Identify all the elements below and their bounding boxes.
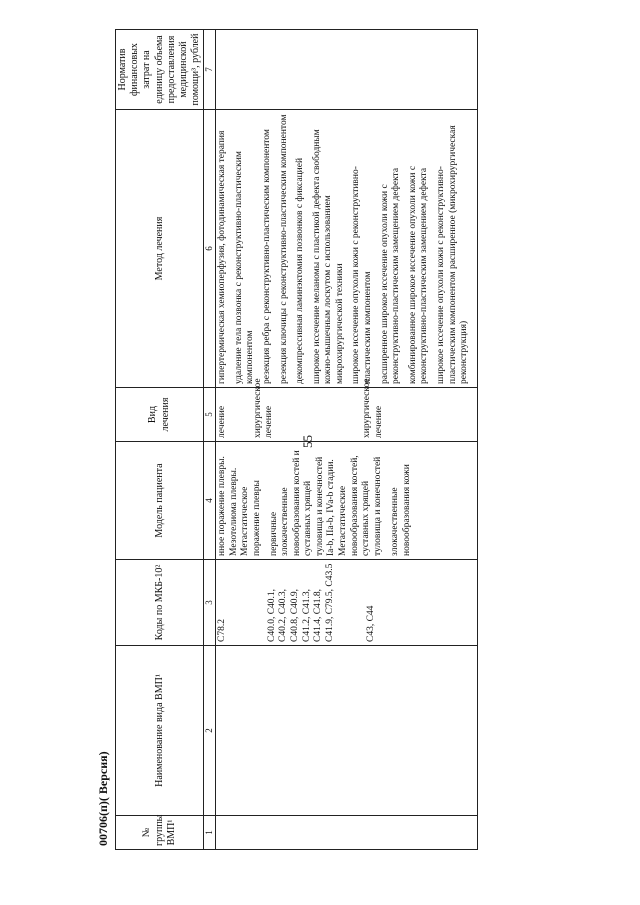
document-footer: 00706(п)( Версия) [96,751,110,846]
header-icd-codes: Коды по МКБ-10² [116,560,204,646]
column-number: 3 [204,560,216,646]
treatment-method: гипертермическая хемиоперфузия, фотодинамическая терапия [217,130,228,384]
treatment-type: лечение [217,405,228,438]
treatment-type: хирургическое лечение [252,378,275,438]
header-cost-norm: Норматив финансовых затрат на единицу объема предоставления медицинской помощи³, рублей [116,30,204,110]
vmp-table [115,29,478,850]
column-number: 5 [204,388,216,442]
icd-code: C43, C44 [366,605,377,642]
treatment-method-cell [216,110,477,388]
patient-model: нное поражение плевры. Мезотелиома плевры. Метастатическое поражение плевры [217,456,263,556]
patient-model-cell [216,442,477,560]
treatment-method: удаление тела позвонка с реконструктивно-пластическим компонентом [233,151,256,384]
rotated-table-block [115,30,555,850]
icd-codes-cell [216,560,477,646]
patient-model: злокачественные новообразования кожи [390,464,412,556]
treatment-method: широкое иссечение меланомы с пластикой дефекта свободным кожно-мышечным лоскутом с использованием микрохирургической техники [311,129,345,384]
treatment-method: расширенное широкое иссечение опухоли кожи с реконструктивно-пластическим замещением дефекта [379,167,402,384]
column-number: 2 [204,646,216,816]
treatment-type-cell [216,378,477,442]
table-header-row [116,30,204,850]
group-number-cell [216,816,477,850]
treatment-method: резекция ключицы с реконструктивно-пластическим компонентом [278,114,289,384]
cost-norm-cell [216,30,477,110]
treatment-method: комбинированное широкое иссечение опухоли кожи с реконструктивно-пластическим замещением дефекта [407,165,430,384]
patient-model: первичные злокачественные новообразования костей и суставных хрящей туловища и конечностей Ia-b, IIa-b, IVa-b стадии. Метастатические новообразования костей, суставных хрящей туловища и конечностей [268,450,383,556]
header-treatment-type: Вид лечения [116,388,204,442]
treatment-method: резекция ребра с реконструктивно-пластическим компонентом [262,129,273,384]
header-vmp-name: Наименование вида ВМП¹ [116,646,204,816]
header-treatment-method: Метод лечения [116,110,204,388]
column-number: 7 [204,30,216,110]
column-number: 1 [204,816,216,850]
column-number: 4 [204,442,216,560]
icd-code: C78.2 [217,619,228,642]
treatment-method: широкое иссечение опухоли кожи с реконструктивно-пластическим компонентом расширенное (микрохирургическая реконструкция) [435,125,470,384]
header-group-number: № группы ВМП¹ [116,816,204,850]
treatment-method: широкое иссечение опухоли кожи с реконструктивно-пластическим компонентом [351,166,374,384]
column-number: 6 [204,110,216,388]
page-number: 55 [300,435,315,448]
treatment-type: хирургическое лечение [362,378,384,438]
icd-code: C40.0, C40.1, C40.2, C40.3, C40.8, C40.9, C41.2, C41.3, C41.4, C41.8, C41.9, C79.5, C43.5 [266,563,335,642]
table-body-row [216,30,477,850]
vmp-name-cell [216,646,477,816]
column-number-row [204,30,216,850]
header-patient-model: Модель пациента [116,442,204,560]
treatment-method: декомпрессивная ламинэктомия позвонков с фиксацией [295,157,306,384]
